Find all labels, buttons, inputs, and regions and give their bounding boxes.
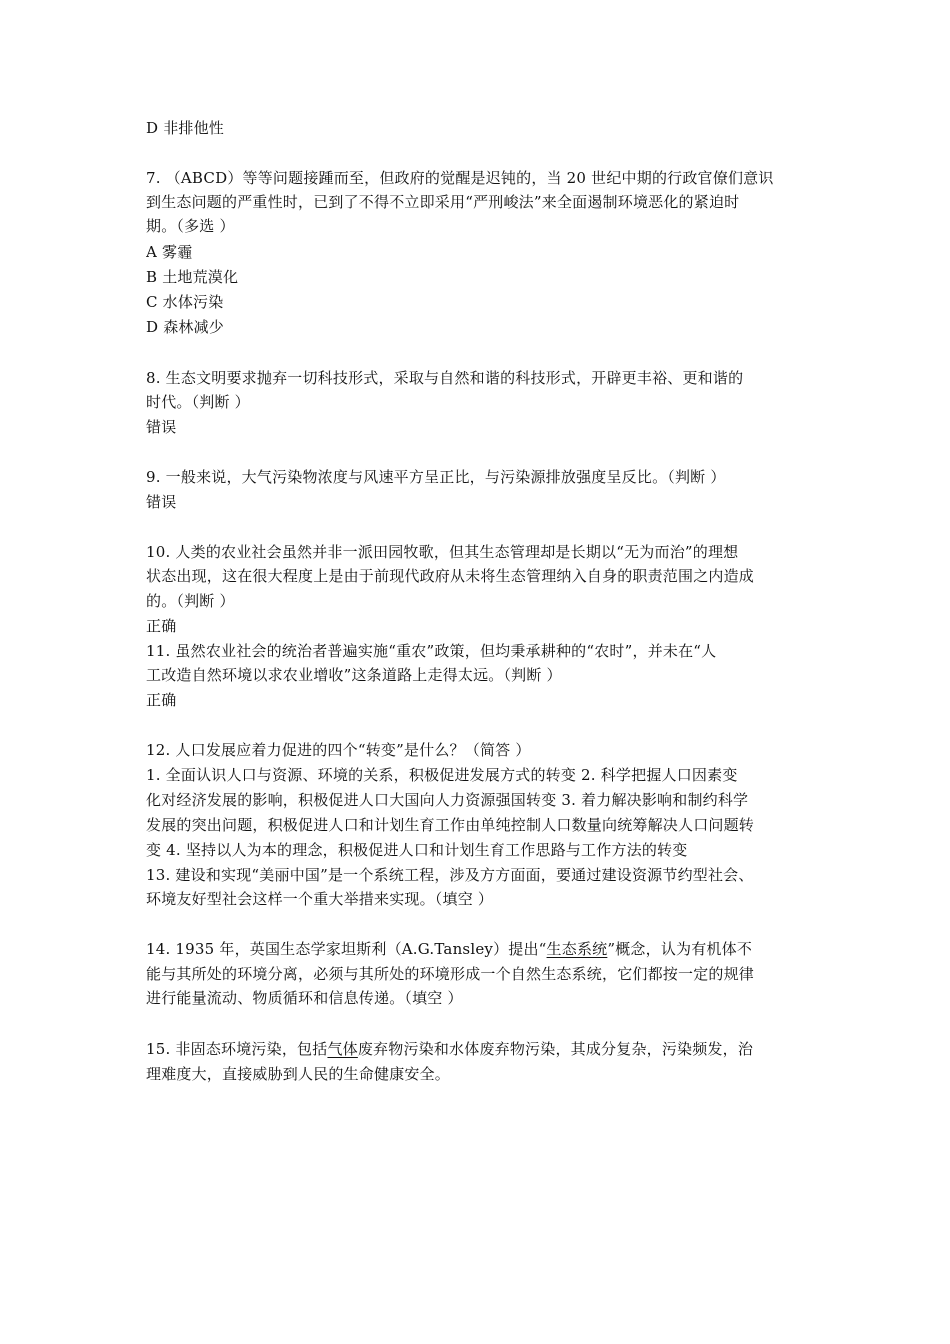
- question-14-line-1-end: ”概念，认为有机体不: [607, 940, 753, 958]
- question-11-line-1: 11. 虽然农业社会的统治者普遍实施“重农”政策，但均秉承耕种的“农时”，并未在“人: [146, 642, 717, 660]
- question-7-option-c: C 水体污染: [146, 293, 224, 311]
- question-13-line-1: 13. 建设和实现“美丽中国”是一个系统工程，涉及方方面面，要通过建设资源节约型社会、: [146, 866, 754, 884]
- question-7-line-3: 期。（多选 ）: [146, 217, 235, 235]
- question-14-line-2: 能与其所处的环境分离，必须与其所处的环境形成一个自然生态系统，它们都按一定的规律: [146, 965, 755, 983]
- question-15-filled-answer: 气体: [327, 1040, 358, 1058]
- question-14-line-3: 进行能量流动、物质循环和信息传递。（填空 ）: [146, 989, 463, 1007]
- question-8-line-2: 时代。（判断 ）: [146, 393, 250, 411]
- question-12-line-1: 12. 人口发展应着力促进的四个“转变”是什么？（简答 ）: [146, 741, 531, 759]
- question-12-answer-line-2: 化对经济发展的影响，积极促进人口大国向人力资源强国转变 3. 着力解决影响和制约科学: [146, 791, 749, 809]
- question-15-line-1-end: 废弃物污染和水体废弃物污染，其成分复杂，污染频发，治: [357, 1040, 754, 1058]
- question-8-line-1: 8. 生态文明要求抛弃一切科技形式，采取与自然和谐的科技形式，开辟更丰裕、更和谐的: [146, 369, 744, 387]
- question-10-line-1: 10. 人类的农业社会虽然并非一派田园牧歌，但其生态管理却是长期以“无为而治”的理想: [146, 543, 739, 561]
- question-7-option-b: B 土地荒漠化: [146, 268, 239, 286]
- question-15-line-1: [146, 1037, 812, 1061]
- question-10-answer: 正确: [146, 617, 177, 635]
- question-12-answer-line-3: 发展的突出问题，积极促进人口和计划生育工作由单纯控制人口数量向统筹解决人口问题转: [146, 816, 755, 834]
- question-7-line-2: 到生态问题的严重性时，已到了不得不立即采用“严刑峻法”来全面遏制环境恶化的紧迫时: [146, 193, 740, 211]
- question-7-option-d: D 森林减少: [146, 318, 224, 336]
- question-9-line-1: 9. 一般来说，大气污染物浓度与风速平方呈正比，与污染源排放强度呈反比。（判断 ）: [146, 468, 726, 486]
- question-8-answer: 错误: [146, 418, 177, 436]
- question-12-answer-line-1: 1. 全面认识人口与资源、环境的关系，积极促进发展方式的转变 2. 科学把握人口因素变: [146, 766, 738, 784]
- question-11-line-2: 工改造自然环境以求农业增收”这条道路上走得太远。（判断 ）: [146, 666, 562, 684]
- question-15-line-1-start: 15. 非固态环境污染，包括: [146, 1040, 328, 1058]
- question-12-answer-line-4: 变 4. 坚持以人为本的理念，积极促进人口和计划生育工作思路与工作方法的转变: [146, 841, 688, 859]
- question-10-line-3: 的。（判断 ）: [146, 592, 235, 610]
- question-10-line-2: 状态出现，这在很大程度上是由于前现代政府从未将生态管理纳入自身的职责范围之内造成: [146, 567, 755, 585]
- question-11-answer: 正确: [146, 691, 177, 709]
- question-14-line-1-start: 14. 1935 年，英国生态学家坦斯利（A.G.Tansley）提出“: [146, 940, 547, 958]
- question-13-line-2: 环境友好型社会这样一个重大举措来实现。（填空 ）: [146, 890, 494, 908]
- question-15-line-2: 理难度大，直接威胁到人民的生命健康安全。: [146, 1065, 451, 1083]
- question-14-line-1: [146, 937, 812, 961]
- question-14-filled-answer: 生态系统: [546, 940, 608, 958]
- question-9-answer: 错误: [146, 493, 177, 511]
- question-7-option-a: A 雾霾: [146, 243, 193, 261]
- question-7-line-1: 7. （ABCD）等等问题接踵而至，但政府的觉醒是迟钝的，当 20 世纪中期的行政官僚们意识: [146, 169, 774, 187]
- option-d-non-exclusivity: D 非排他性: [146, 119, 224, 137]
